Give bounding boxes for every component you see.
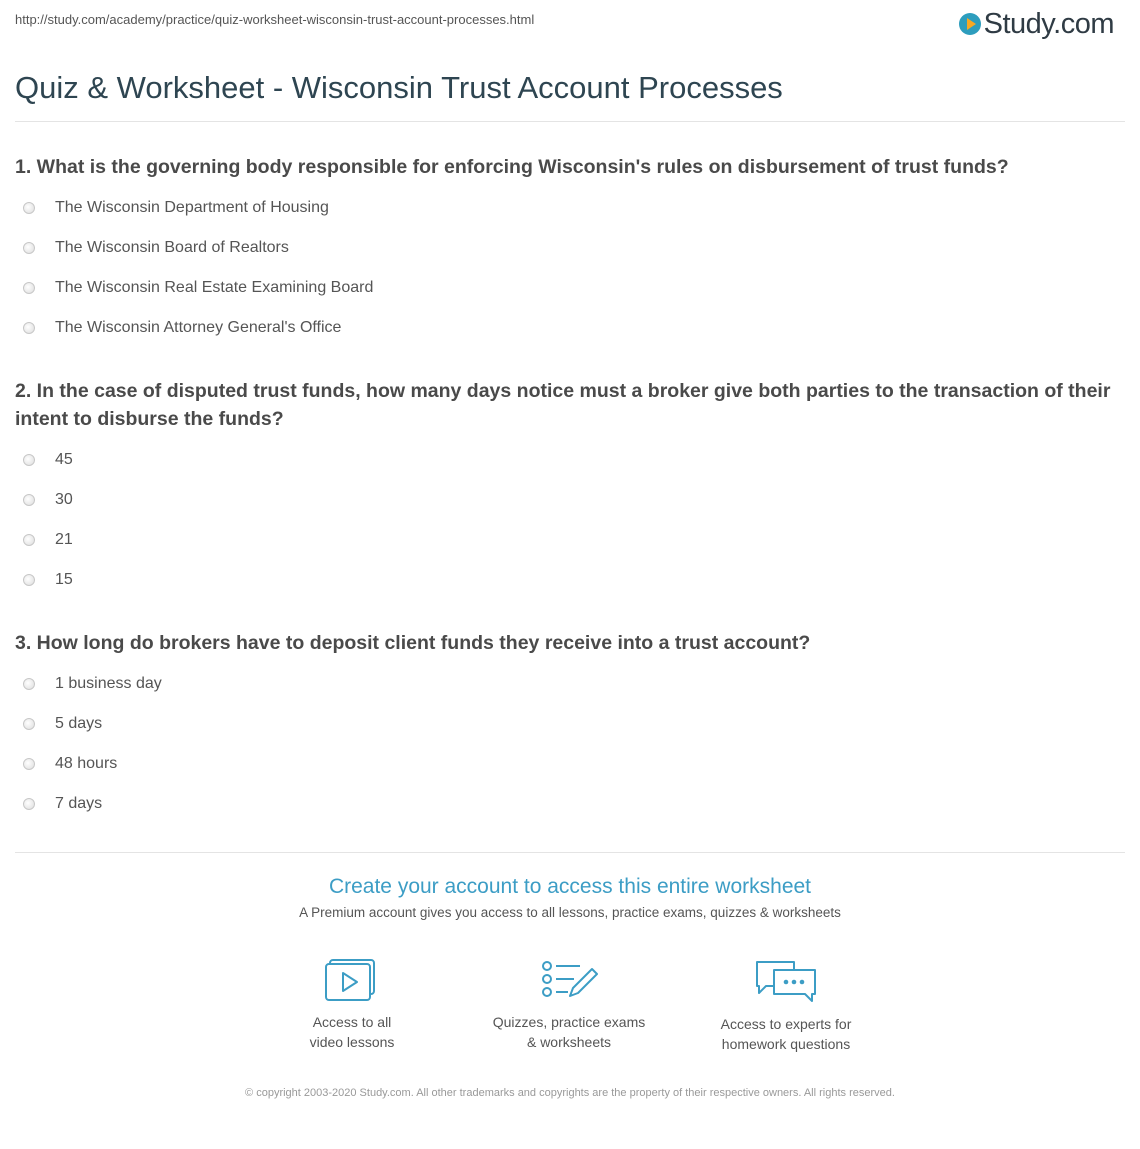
answer-option[interactable]	[15, 664, 1125, 704]
option-label: 15	[55, 571, 73, 588]
feature-experts	[686, 958, 886, 1054]
answer-option[interactable]	[15, 744, 1125, 784]
option-label: The Wisconsin Department of Housing	[55, 199, 329, 216]
answer-options	[15, 440, 1125, 600]
radio-icon[interactable]	[23, 678, 35, 690]
question-text: 3. How long do brokers have to deposit client funds they receive into a trust account?	[15, 632, 811, 654]
option-label: 45	[55, 451, 73, 468]
radio-icon[interactable]	[23, 454, 35, 466]
chat-bubbles-icon	[754, 958, 818, 1004]
feature-label-line: video lessons	[309, 1034, 395, 1050]
question-text: 2. In the case of disputed trust funds, how many days notice must a broker give both parties to the transaction of their intent to disburse the funds?	[15, 380, 1111, 430]
study-logo[interactable]	[959, 6, 1114, 42]
radio-icon[interactable]	[23, 242, 35, 254]
answer-option[interactable]	[15, 520, 1125, 560]
quiz-checklist-icon	[540, 958, 598, 1002]
radio-icon[interactable]	[23, 798, 35, 810]
question-2	[15, 377, 1125, 600]
option-label: 5 days	[55, 715, 103, 732]
cta-subtitle: A Premium account gives you access to all lessons, practice exams, quizzes & worksheets	[299, 905, 841, 920]
cta-title[interactable]: Create your account to access this entire worksheet	[328, 875, 812, 898]
answer-option[interactable]	[15, 480, 1125, 520]
answer-option[interactable]	[15, 704, 1125, 744]
option-label: 48 hours	[55, 755, 118, 772]
logo-text: Study.com	[983, 8, 1114, 40]
feature-label	[252, 1012, 452, 1052]
answer-option[interactable]	[15, 308, 1125, 348]
option-label: The Wisconsin Attorney General's Office	[55, 319, 342, 336]
option-label: 30	[55, 491, 73, 508]
page-title: Quiz & Worksheet - Wisconsin Trust Account Processes	[15, 70, 783, 105]
feature-label-line: homework questions	[721, 1036, 851, 1052]
feature-quizzes	[469, 958, 669, 1052]
answer-option[interactable]	[15, 228, 1125, 268]
radio-icon[interactable]	[23, 574, 35, 586]
option-label: The Wisconsin Real Estate Examining Board	[55, 279, 374, 296]
radio-icon[interactable]	[23, 494, 35, 506]
option-label: 7 days	[55, 795, 103, 812]
video-lesson-icon	[324, 958, 380, 1002]
radio-icon[interactable]	[23, 282, 35, 294]
radio-icon[interactable]	[23, 718, 35, 730]
question-text: 1. What is the governing body responsible for enforcing Wisconsin's rules on disbursement of trust funds?	[15, 156, 1009, 178]
page-url: http://study.com/academy/practice/quiz-worksheet-wisconsin-trust-account-processes.html	[15, 12, 535, 27]
radio-icon[interactable]	[23, 758, 35, 770]
option-label: 1 business day	[55, 675, 162, 692]
feature-label	[469, 1012, 669, 1052]
feature-label-line: Access to all	[312, 1014, 392, 1030]
answer-options	[15, 664, 1125, 824]
feature-video-lessons	[252, 958, 452, 1052]
answer-option[interactable]	[15, 784, 1125, 824]
answer-option[interactable]	[15, 268, 1125, 308]
play-logo-icon	[959, 13, 981, 35]
answer-option[interactable]	[15, 188, 1125, 228]
option-label: The Wisconsin Board of Realtors	[55, 239, 289, 256]
feature-label	[686, 1014, 886, 1054]
question-1	[15, 153, 1125, 348]
feature-label-line: Access to experts for	[720, 1016, 852, 1032]
answer-option[interactable]	[15, 560, 1125, 600]
feature-label-line: & worksheets	[526, 1034, 612, 1050]
cta-divider	[15, 852, 1125, 853]
question-3	[15, 629, 1125, 824]
title-divider	[15, 121, 1125, 122]
radio-icon[interactable]	[23, 534, 35, 546]
option-label: 21	[55, 531, 73, 548]
radio-icon[interactable]	[23, 202, 35, 214]
answer-option[interactable]	[15, 440, 1125, 480]
copyright-footer: © copyright 2003-2020 Study.com. All other trademarks and copyrights are the property of their respective owners. All rights reserved.	[245, 1087, 895, 1099]
answer-options	[15, 188, 1125, 348]
radio-icon[interactable]	[23, 322, 35, 334]
feature-label-line: Quizzes, practice exams	[492, 1014, 646, 1030]
